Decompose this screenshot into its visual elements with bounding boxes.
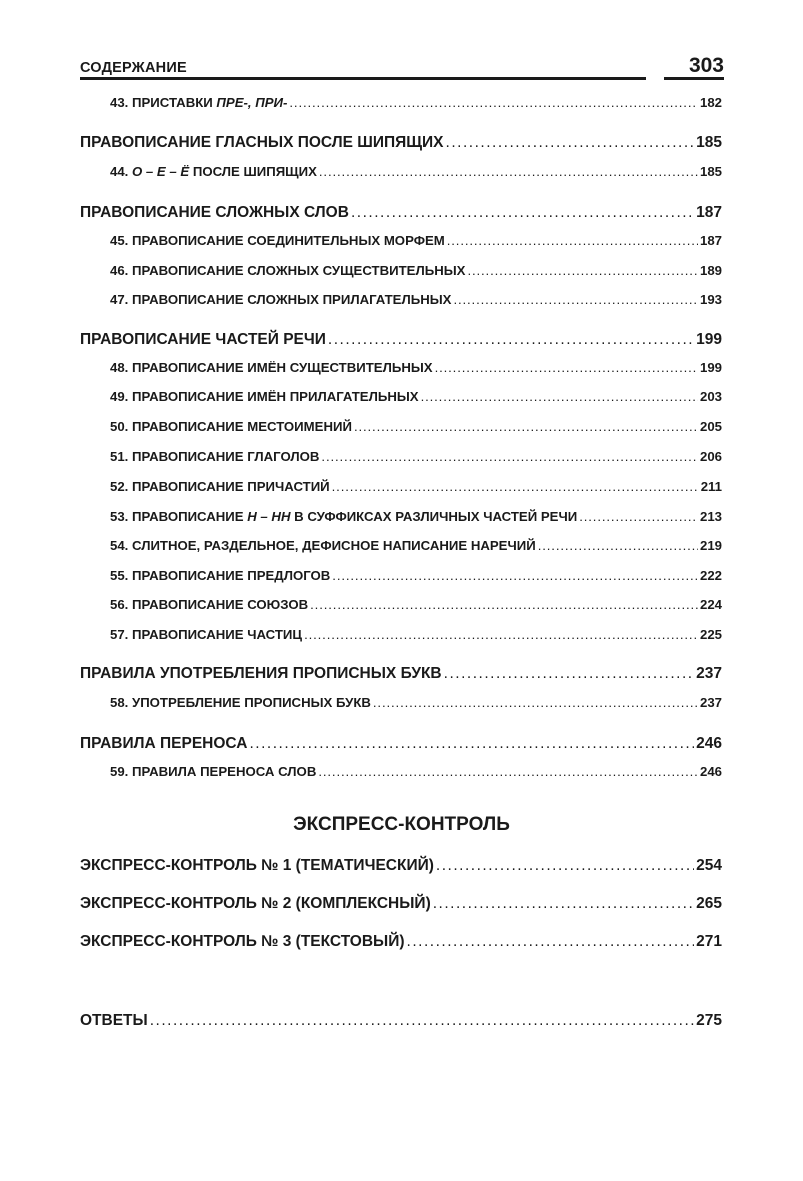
toc-page-number: 224 xyxy=(699,597,722,612)
toc-section-capital-letters[interactable]: ПРАВИЛА УПОТРЕБЛЕНИЯ ПРОПИСНЫХ БУКВ . . . 237 xyxy=(80,665,722,683)
express-control-heading: ЭКСПРЕСС-КОНТРОЛЬ xyxy=(293,814,510,835)
toc-entry-55[interactable]: 55. ПРАВОПИСАНИЕ ПРЕДЛОГОВ . . . 222 xyxy=(110,568,722,583)
dot-leader xyxy=(310,597,698,612)
dot-leader xyxy=(435,360,698,375)
toc-page-number: 193 xyxy=(699,292,722,307)
toc-entry-48[interactable]: 48. ПРАВОПИСАНИЕ ИМЁН СУЩЕСТВИТЕЛЬНЫХ . . . 199 xyxy=(110,360,722,375)
toc-entry-46[interactable]: 46. ПРАВОПИСАНИЕ СЛОЖНЫХ СУЩЕСТВИТЕЛЬНЫХ . . . 189 xyxy=(110,263,722,278)
dot-leader xyxy=(332,479,699,494)
toc-page-number: 211 xyxy=(700,479,722,494)
toc-entry-51[interactable]: 51. ПРАВОПИСАНИЕ ГЛАГОЛОВ . . . 206 xyxy=(110,449,722,464)
toc-page-number: 246 xyxy=(699,764,722,779)
toc-entry-58[interactable]: 58. УПОТРЕБЛЕНИЕ ПРОПИСНЫХ БУКВ . . . 237 xyxy=(110,695,722,710)
toc-page-number: 182 xyxy=(699,95,722,110)
toc-entry-49[interactable]: 49. ПРАВОПИСАНИЕ ИМЁН ПРИЛАГАТЕЛЬНЫХ . . . 203 xyxy=(110,389,722,404)
dot-leader xyxy=(150,1012,694,1030)
toc-page-number: 187 xyxy=(699,233,722,248)
page-number: 303 xyxy=(688,54,724,77)
toc-section-compound-words[interactable]: ПРАВОПИСАНИЕ СЛОЖНЫХ СЛОВ . . . 187 xyxy=(80,204,722,222)
dot-leader xyxy=(289,95,698,110)
dot-leader xyxy=(373,695,698,710)
dot-leader xyxy=(318,764,698,779)
dot-leader xyxy=(453,292,698,307)
dot-leader xyxy=(321,449,698,464)
toc-entry-59[interactable]: 59. ПРАВИЛА ПЕРЕНОСА СЛОВ . . . 246 xyxy=(110,764,722,779)
toc-page-number: 246 xyxy=(696,735,722,752)
toc-page-number: 189 xyxy=(699,263,722,278)
toc-page-number: 225 xyxy=(699,627,722,642)
dot-leader xyxy=(351,204,694,222)
toc-section-hyphenation[interactable]: ПРАВИЛА ПЕРЕНОСА . . . 246 xyxy=(80,735,722,753)
toc-entry-54[interactable]: 54. СЛИТНОЕ, РАЗДЕЛЬНОЕ, ДЕФИСНОЕ НАПИСАНИЕ НАРЕЧИЙ . . . 219 xyxy=(110,538,722,553)
toc-entry-52[interactable]: 52. ПРАВОПИСАНИЕ ПРИЧАСТИЙ . . . 211 xyxy=(110,479,722,494)
dot-leader xyxy=(467,263,698,278)
toc-page-number: 254 xyxy=(696,857,722,874)
running-title: СОДЕРЖАНИЕ xyxy=(80,60,187,76)
toc-page-number: 185 xyxy=(699,164,722,179)
toc-page-number: 222 xyxy=(699,568,722,583)
toc-answers[interactable]: ОТВЕТЫ . . . 275 xyxy=(80,1012,722,1030)
toc-entry-45[interactable]: 45. ПРАВОПИСАНИЕ СОЕДИНИТЕЛЬНЫХ МОРФЕМ . . . 187 xyxy=(110,233,722,248)
toc-section-vowels-after-sibilants[interactable]: ПРАВОПИСАНИЕ ГЛАСНЫХ ПОСЛЕ ШИПЯЩИХ . . . 185 xyxy=(80,134,722,152)
toc-express-control-1[interactable]: ЭКСПРЕСС-КОНТРОЛЬ № 1 (ТЕМАТИЧЕСКИЙ) . . . 254 xyxy=(80,857,722,875)
toc-page-number: 275 xyxy=(696,1012,722,1029)
toc-page-number: 219 xyxy=(699,538,722,553)
toc-page-number: 203 xyxy=(699,389,722,404)
dot-leader xyxy=(304,627,698,642)
toc-section-parts-of-speech[interactable]: ПРАВОПИСАНИЕ ЧАСТЕЙ РЕЧИ . . . 199 xyxy=(80,331,722,349)
toc-page-number: 237 xyxy=(696,665,722,682)
dot-leader xyxy=(332,568,698,583)
dot-leader xyxy=(407,933,695,951)
toc-express-control-2[interactable]: ЭКСПРЕСС-КОНТРОЛЬ № 2 (КОМПЛЕКСНЫЙ) . . . 265 xyxy=(80,895,722,913)
dot-leader xyxy=(354,419,698,434)
toc-entry-44[interactable]: 44. О – Е – Ё ПОСЛЕ ШИПЯЩИХ . . . 185 xyxy=(110,164,722,179)
dot-leader xyxy=(433,895,694,913)
toc-page-number: 199 xyxy=(696,331,722,348)
toc-page-number: 265 xyxy=(696,895,722,912)
dot-leader xyxy=(447,233,698,248)
toc-page-number: 185 xyxy=(696,134,722,151)
toc-page-number: 206 xyxy=(699,449,722,464)
toc-entry-53[interactable]: 53. ПРАВОПИСАНИЕ Н – НН В СУФФИКСАХ РАЗЛИЧНЫХ ЧАСТЕЙ РЕЧИ . . . 213 xyxy=(110,509,722,524)
toc-entry-56[interactable]: 56. ПРАВОПИСАНИЕ СОЮЗОВ . . . 224 xyxy=(110,597,722,612)
dot-leader xyxy=(436,857,694,875)
dot-leader xyxy=(328,331,694,349)
dot-leader xyxy=(249,735,694,753)
dot-leader xyxy=(421,389,698,404)
toc-page-number: 199 xyxy=(699,360,722,375)
toc-page-number: 205 xyxy=(699,419,722,434)
dot-leader xyxy=(579,509,698,524)
toc-entry-57[interactable]: 57. ПРАВОПИСАНИЕ ЧАСТИЦ . . . 225 xyxy=(110,627,722,642)
toc-entry-47[interactable]: 47. ПРАВОПИСАНИЕ СЛОЖНЫХ ПРИЛАГАТЕЛЬНЫХ . . . 193 xyxy=(110,292,722,307)
toc-entry-50[interactable]: 50. ПРАВОПИСАНИЕ МЕСТОИМЕНИЙ . . . 205 xyxy=(110,419,722,434)
toc-page-number: 271 xyxy=(696,933,722,950)
toc-express-control-3[interactable]: ЭКСПРЕСС-КОНТРОЛЬ № 3 (ТЕКСТОВЫЙ) . . . 271 xyxy=(80,933,722,951)
toc-page-number: 237 xyxy=(699,695,722,710)
dot-leader xyxy=(444,665,695,683)
dot-leader xyxy=(446,134,695,152)
dot-leader xyxy=(538,538,698,553)
toc-page-number: 187 xyxy=(696,204,722,221)
dot-leader xyxy=(319,164,698,179)
toc-page-number: 213 xyxy=(699,509,722,524)
toc-entry-43[interactable]: 43. ПРИСТАВКИ ПРЕ-, ПРИ- . . . 182 xyxy=(110,95,722,110)
